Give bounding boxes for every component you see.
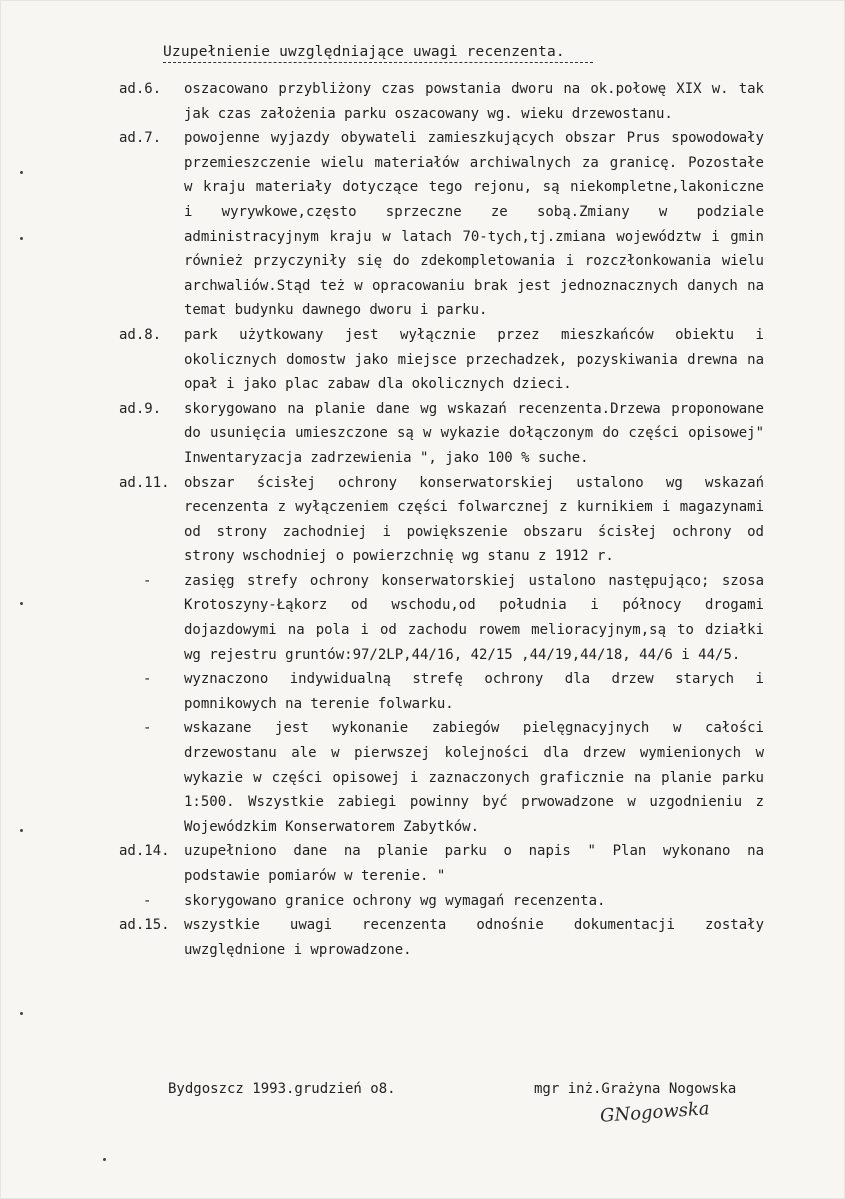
entry-label: - xyxy=(143,720,152,737)
entry-label: ad.11. xyxy=(119,474,170,491)
entry-text: skorygowano na planie dane wg wskazań recenzenta.Drzewa proponowane do usunięcia umieszczone są w wykazie dołączonym do części opisowej" Inwentaryzacja zadrzewienia ", jako 100 % suche. xyxy=(184,400,764,466)
entry-label: ad.7. xyxy=(119,130,162,147)
entry-label: ad.6. xyxy=(119,81,162,97)
entry-text: park użytkowany jest wyłącznie przez mieszkańców obiektu i okolicznych domostw jako miejsce przechadzek, pozyskiwania drewna na opał i jako plac zabaw dla okolicznych dzieci. xyxy=(184,326,764,393)
entry-ad6 xyxy=(0,77,845,126)
entry-label: - xyxy=(143,892,152,909)
entry-text: wskazane jest wykonanie zabiegów pielęgnacyjnych w całości drzewostanu ale w pierwszej kolejności dla drzew wymienionych w wykazie w części opisowej i zaznaczonych graficznie na planie parku 1:500. Wszystkie zabiegi powinny być prwowadzone w uzgodnieniu z Wojewódzkim Konserwatorem Zabytków. xyxy=(184,720,764,835)
margin-mark xyxy=(20,171,23,174)
entry-text: obszar ścisłej ochrony konserwatorskiej ustalono wg wskazań recenzenta z wyłączeniem części folwarcznej z kurnikiem i magazynami od strony zachodniej i powiększenie obszaru ścisłej ochrony od strony wschodniej o powierzchnię wg stanu z 1912 r. xyxy=(184,474,764,565)
entry-text: skorygowano granice ochrony wg wymagań recenzenta. xyxy=(184,892,606,909)
entry-ad7 xyxy=(0,126,845,323)
footer-place-date: Bydgoszcz 1993.grudzień o8. xyxy=(168,1081,396,1097)
entry-text: zasięg strefy ochrony konserwatorskiej ustalono następująco; szosa Krotoszyny-Łąkorz od wschodu,od południa i północy drogami dojazdowymi na pola i od zachodu rowem melioracyjnym,są to działki wg rejestru gruntów:97/2LP,44/16, 42/15 ,44/19,44/18, 44/6 i 44/5. xyxy=(184,572,764,663)
handwritten-signature: GNogowska xyxy=(599,1098,711,1127)
footer-author: mgr inż.Grażyna Nogowska xyxy=(534,1081,737,1097)
entry-text: oszacowano przybliżony czas powstania dworu na ok.połowę XIX w. tak jak czas założenia parku oszacowany wg. wieku drzewostanu. xyxy=(184,81,764,122)
entry-ad11 xyxy=(0,471,845,569)
entry-label: - xyxy=(143,671,152,688)
entry-ad15 xyxy=(0,913,845,962)
entry-ad8 xyxy=(0,323,845,397)
entry-ad9 xyxy=(0,397,845,471)
entry-ad14 xyxy=(0,839,845,888)
entry-dash-trees xyxy=(0,667,845,716)
entry-label: - xyxy=(143,572,152,589)
entry-list xyxy=(0,77,845,962)
entry-text: wszystkie uwagi recenzenta odnośnie dokumentacji zostały uwzględnione i wprowadzone. xyxy=(184,917,764,958)
margin-mark xyxy=(20,1012,23,1015)
entry-text: powojenne wyjazdy obywateli zamieszkujących obszar Prus spowodowały przemieszczenie wielu materiałów archiwalnych za granicę. Pozostałe w kraju materiały dotyczące tego rejonu, są niekompletne,lakoniczne i wyrywkowe,często sprzeczne ze sobą.Zmiany w podziale administracyjnym kraju w latach 70-tych,tj.zmiana województw i gmin również przyczyniły się do zdekompletowania i rozczłonkowania wielu archwaliów.Stąd też w opracowaniu brak jest jednoznacznych danych na temat budynku dawnego dworu i parku. xyxy=(184,130,764,319)
margin-mark xyxy=(103,1158,106,1161)
entry-dash-care xyxy=(0,716,845,839)
document-title: Uzupełnienie uwzględniające uwagi recenzenta. xyxy=(163,44,593,63)
entry-label: ad.14. xyxy=(119,843,170,860)
entry-text: wyznaczono indywidualną strefę ochrony dla drzew starych i pomnikowych na terenie folwarku. xyxy=(184,671,764,712)
margin-mark xyxy=(20,829,23,832)
entry-dash-zone xyxy=(0,569,845,667)
margin-mark xyxy=(20,602,23,605)
entry-dash-boundaries xyxy=(0,889,845,914)
entry-label: ad.8. xyxy=(119,326,162,343)
entry-text: uzupełniono dane na planie parku o napis " Plan wykonano na podstawie pomiarów w terenie. " xyxy=(184,843,764,884)
margin-mark xyxy=(20,237,23,240)
entry-label: ad.9. xyxy=(119,400,162,417)
entry-label: ad.15. xyxy=(119,917,170,934)
